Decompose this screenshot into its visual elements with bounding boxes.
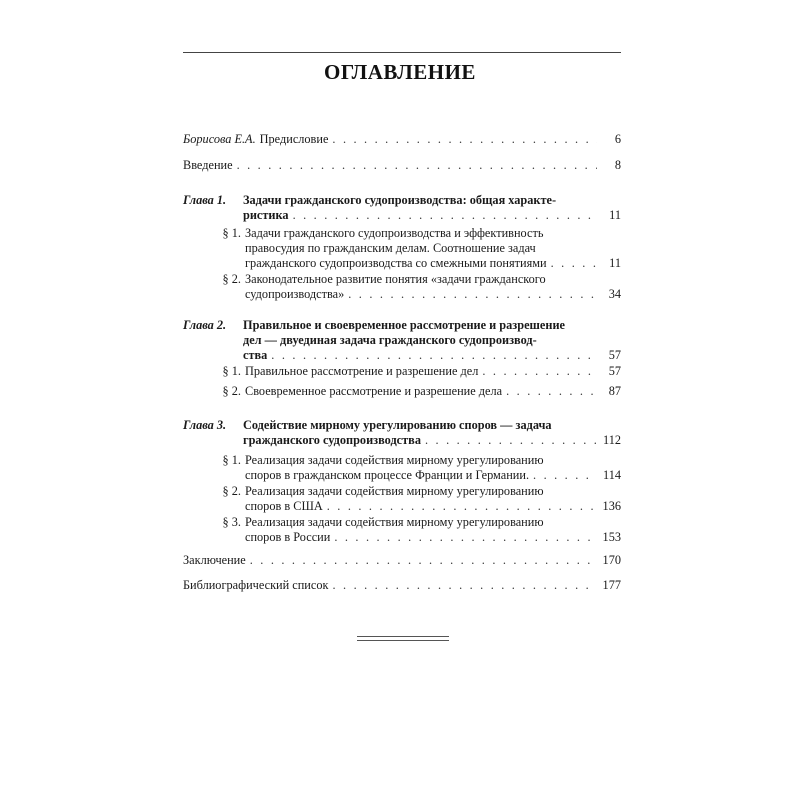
toc-entry-ch1-section-1[interactable] [183, 226, 621, 271]
section-number: § 3. [222, 515, 241, 529]
conclusion-title: Заключение [183, 553, 246, 567]
toc-entry-introduction[interactable] [183, 158, 621, 173]
preface-author: Борисова Е.А. [183, 132, 256, 146]
leader-dots [506, 384, 597, 399]
chapter-title-line: Правильное и своевременное рассмотрение и разрешение [243, 318, 565, 332]
section-title-line: споров в гражданском процессе Франции и Германии. [245, 468, 530, 482]
toc-entry-chapter-3[interactable] [183, 418, 621, 448]
page-number: 11 [609, 256, 621, 270]
page-number: 136 [602, 499, 621, 513]
toc-entry-conclusion[interactable] [183, 553, 621, 568]
chapter-title-line: дел — двуединая задача гражданского судопроизвод- [243, 333, 537, 347]
leader-dots [533, 468, 597, 483]
section-title-line: Задачи гражданского судопроизводства и эффективность [245, 226, 544, 240]
closing-rule [357, 640, 449, 641]
page-number: 153 [602, 530, 621, 544]
toc-entry-ch2-section-2[interactable] [183, 384, 621, 399]
section-title-line: споров в США [245, 499, 323, 513]
leader-dots [334, 530, 597, 545]
page-title: ОГЛАВЛЕНИЕ [324, 60, 476, 84]
page-number: 87 [608, 384, 621, 398]
section-title-line: гражданского судопроизводства со смежными понятиями [245, 256, 547, 270]
leader-dots [332, 578, 597, 593]
leader-dots [332, 132, 597, 147]
section-number: § 2. [222, 384, 241, 398]
section-title-line: споров в России [245, 530, 331, 544]
page-number: 170 [602, 553, 621, 567]
chapter-label: Глава 1. [183, 193, 227, 207]
section-title-line: Своевременное рассмотрение и разрешение дела [245, 384, 503, 398]
page-number: 57 [608, 364, 621, 378]
chapter-title-line: ства [243, 348, 268, 362]
chapter-label: Глава 3. [183, 418, 227, 432]
toc-entry-ch3-section-1[interactable] [183, 453, 621, 483]
page-number: 34 [608, 287, 621, 301]
page-number: 177 [602, 578, 621, 592]
toc-entry-ch3-section-2[interactable] [183, 484, 621, 514]
toc-entry-chapter-2[interactable] [183, 318, 621, 363]
section-number: § 2. [222, 484, 241, 498]
toc-entry-ch1-section-2[interactable] [183, 272, 621, 302]
leader-dots [425, 433, 597, 448]
leader-dots [327, 499, 597, 514]
toc-entry-ch3-section-3[interactable] [183, 515, 621, 545]
section-title-line: Реализация задачи содействия мирному урегулированию [245, 515, 544, 529]
leader-dots [293, 208, 597, 223]
section-title-line: правосудия по гражданским делам. Соотношение задач [245, 241, 536, 255]
closing-rule [357, 636, 449, 637]
chapter-title-line: Задачи гражданского судопроизводства: общая характе- [243, 193, 557, 207]
leader-dots [348, 287, 597, 302]
toc-entry-bibliography[interactable] [183, 578, 621, 593]
leader-dots [250, 553, 597, 568]
section-number: § 1. [222, 226, 241, 240]
toc-entry-preface[interactable] [183, 132, 621, 147]
page-number: 57 [608, 348, 621, 362]
chapter-title-line: Содействие мирному урегулированию споров — задача [243, 418, 552, 432]
bibliography-title: Библиографический список [183, 578, 329, 592]
page-number: 114 [603, 468, 621, 482]
leader-dots [551, 256, 597, 271]
leader-dots [237, 158, 597, 173]
page-number: 8 [614, 158, 621, 172]
section-title-line: Реализация задачи содействия мирному урегулированию [245, 453, 544, 467]
chapter-title-line: ристика [243, 208, 289, 222]
chapter-label: Глава 2. [183, 318, 227, 332]
intro-title: Введение [183, 158, 233, 172]
top-rule [183, 52, 621, 53]
section-number: § 1. [222, 364, 241, 378]
section-title-line: Законодательное развитие понятия «задачи гражданского [245, 272, 546, 286]
page-number: 11 [609, 208, 621, 222]
chapter-title-line: гражданского судопроизводства [243, 433, 421, 447]
section-number: § 2. [222, 272, 241, 286]
preface-title: Предисловие [259, 132, 329, 146]
section-title-line: Реализация задачи содействия мирному урегулированию [245, 484, 544, 498]
section-number: § 1. [222, 453, 241, 467]
toc-entry-ch2-section-1[interactable] [183, 364, 621, 379]
page-number: 6 [614, 132, 621, 146]
page-number: 112 [603, 433, 621, 447]
leader-dots [482, 364, 597, 379]
section-title-line: Правильное рассмотрение и разрешение дел [245, 364, 479, 378]
section-title-line: судопроизводства» [245, 287, 345, 301]
toc-entry-chapter-1[interactable] [183, 193, 621, 223]
leader-dots [271, 348, 597, 363]
